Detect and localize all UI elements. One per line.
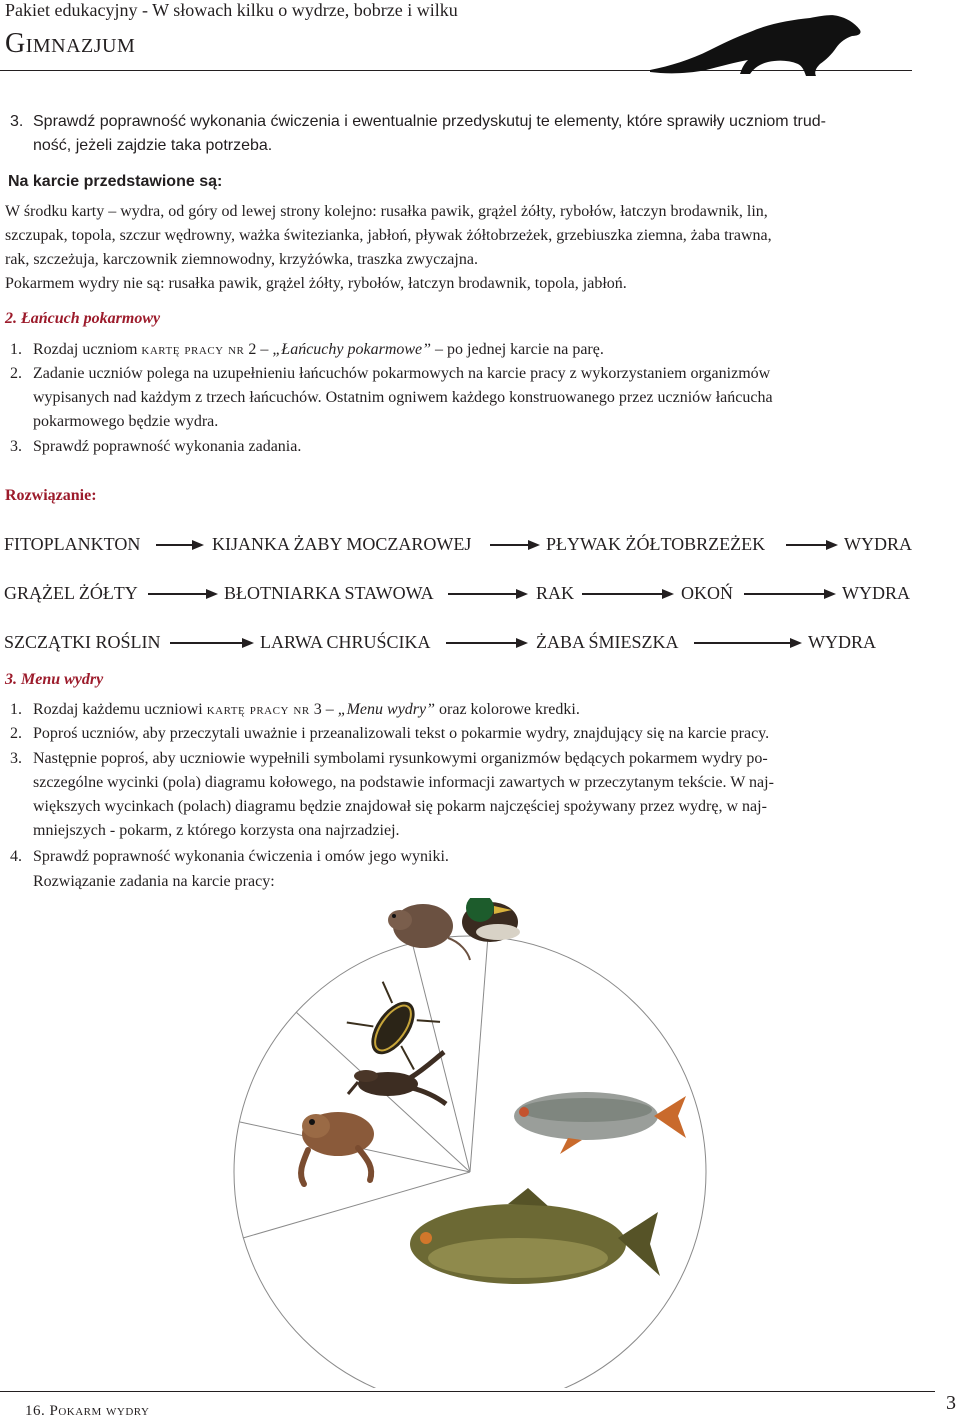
footer-section-title: 16. Pokarm wydry	[25, 1403, 150, 1419]
list-number: 4.	[10, 848, 22, 865]
list-item	[33, 338, 604, 362]
footer-rule	[0, 1391, 935, 1392]
list-number: 1.	[10, 341, 22, 358]
list-text-line: szczególne wycinki (pola) diagramu kołowego, na podstawie informacji zawartych w przeczytanym tekście. W naj-	[33, 774, 774, 791]
chain-node: OKOŃ	[681, 583, 733, 603]
document-title: Pakiet edukacyjny - W słowach kilku o wydrze, bobrze i wilku	[5, 0, 458, 20]
arrow-right-icon	[446, 637, 528, 649]
mallard-illustration	[462, 898, 520, 942]
chain-node: WYDRA	[842, 583, 910, 603]
food-chain-2	[0, 583, 960, 607]
worksheet-title: „Menu wydry”	[337, 701, 436, 718]
chain-node: GRĄŻEL ŻÓŁTY	[4, 583, 138, 603]
list-text-line: pokarmowego będzie wydra.	[33, 413, 219, 430]
chain-node: WYDRA	[808, 632, 876, 652]
worksheet-label: kartę pracy nr	[206, 701, 310, 718]
tench-fish-illustration	[410, 1188, 660, 1284]
chain-node: LARWA CHRUŚCIKA	[260, 632, 431, 652]
list-text-line: większych wycinkach (polach) diagramu będzie znajdował się pokarm najczęściej spożywany przez wydrę, w naj-	[33, 798, 767, 815]
list-text-line: Zadanie uczniów polega na uzupełnieniu łańcuchów pokarmowych na karcie pracy z wykorzystaniem organizmów	[33, 365, 771, 382]
not-food-text: Pokarmem wydry nie są: rusałka pawik, grążel żółty, rybołów, łatczyn brodawnik, topola, jabłoń.	[5, 275, 627, 292]
otter-menu-pie-diagram	[198, 898, 738, 1388]
arrow-right-icon	[490, 539, 540, 551]
list-number: 3.	[10, 438, 22, 455]
food-chain-1	[0, 534, 960, 558]
list-text: oraz kolorowe kredki.	[439, 701, 580, 718]
section-heading: 3. Menu wydry	[5, 671, 104, 688]
chain-node: PŁYWAK ŻÓŁTOBRZEŻEK	[546, 534, 766, 554]
document-subtitle: Gimnazjum	[5, 28, 136, 59]
chain-node: FITOPLANKTON	[4, 534, 141, 554]
list-number: 2.	[10, 365, 22, 382]
arrow-right-icon	[694, 637, 802, 649]
frog-illustration	[301, 1112, 374, 1184]
worksheet-title: „Łańcuchy pokarmowe”	[272, 341, 432, 358]
card-text-line: W środku karty – wydra, od góry od lewej strony kolejno: rusałka pawik, grążel żółty, rybołów, łatczyn brodawnik, lin,	[5, 203, 768, 220]
card-text-line: rak, szczeżuja, karczownik ziemnowodny, krzyżówka, traszka zwyczajna.	[5, 251, 478, 268]
worksheet-label: kartę pracy nr	[141, 341, 245, 358]
chain-node: ŻABA ŚMIESZKA	[536, 632, 679, 652]
arrow-right-icon	[744, 588, 836, 600]
list-text: – po jednej karcie na parę.	[435, 341, 604, 358]
chain-node: BŁOTNIARKA STAWOWA	[224, 583, 434, 603]
list-item	[33, 698, 580, 722]
arrow-right-icon	[582, 588, 674, 600]
step-text-line: Sprawdź poprawność wykonania ćwiczenia i ewentualnie przedyskutuj te elementy, które sprawiły uczniom trud-	[33, 113, 826, 130]
card-heading: Na karcie przedstawione są:	[8, 173, 223, 190]
list-text: Rozdaj uczniom	[33, 341, 138, 358]
chain-node: RAK	[536, 583, 575, 603]
arrow-right-icon	[786, 539, 838, 551]
list-text-line: Sprawdź poprawność wykonania zadania.	[33, 438, 302, 455]
list-text-line: Poproś uczniów, aby przeczytali uważnie i przeanalizowali tekst o pokarmie wydry, znajdujący się na karcie pracy.	[33, 725, 770, 742]
list-number: 3.	[10, 750, 22, 767]
list-text-line: mniejszych - pokarm, z którego korzysta ona najrzadziej.	[33, 822, 400, 839]
section-heading: 2. Łańcuch pokarmowy	[5, 310, 161, 327]
crayfish-illustration	[348, 1052, 446, 1104]
step-number: 3.	[10, 113, 24, 130]
list-text-line: wypisanych nad każdym z trzech łańcuchów. Ostatnim ogniwem każdego konstruowanego przez uczniów łańcucha	[33, 389, 773, 406]
food-chain-3	[0, 632, 960, 656]
chain-node: WYDRA	[844, 534, 912, 554]
chain-node: KIJANKA ŻABY MOCZAROWEJ	[212, 534, 472, 554]
list-text: 2 –	[248, 341, 269, 358]
list-number: 2.	[10, 725, 22, 742]
list-text: 3 –	[313, 701, 334, 718]
list-text: Rozdaj każdemu uczniowi	[33, 701, 203, 718]
list-text-line: Następnie poproś, aby uczniowie wypełnili symbolami rysunkowymi organizmów będących pokarmem wydry po-	[33, 750, 768, 767]
arrow-right-icon	[148, 588, 218, 600]
vole-illustration	[388, 904, 470, 960]
solution-heading: Rozwiązanie:	[5, 487, 97, 504]
list-number: 1.	[10, 701, 22, 718]
step-text-line: ność, jeżeli zajdzie taka potrzeba.	[33, 137, 273, 154]
page-number: 3	[946, 1392, 956, 1414]
chain-node: SZCZĄTKI ROŚLIN	[4, 632, 161, 652]
arrow-right-icon	[156, 539, 204, 551]
arrow-right-icon	[448, 588, 528, 600]
otter-silhouette-icon	[650, 8, 865, 78]
list-text-line: Sprawdź poprawność wykonania ćwiczenia i omów jego wyniki.	[33, 848, 449, 865]
card-text-line: szczupak, topola, szczur wędrowny, ważka świtezianka, jabłoń, pływak żółtobrzeżek, grzebiuszka ziemna, żaba trawna,	[5, 227, 772, 244]
list-text-line: Rozwiązanie zadania na karcie pracy:	[33, 873, 275, 890]
arrow-right-icon	[170, 637, 254, 649]
roach-fish-illustration	[514, 1092, 686, 1154]
